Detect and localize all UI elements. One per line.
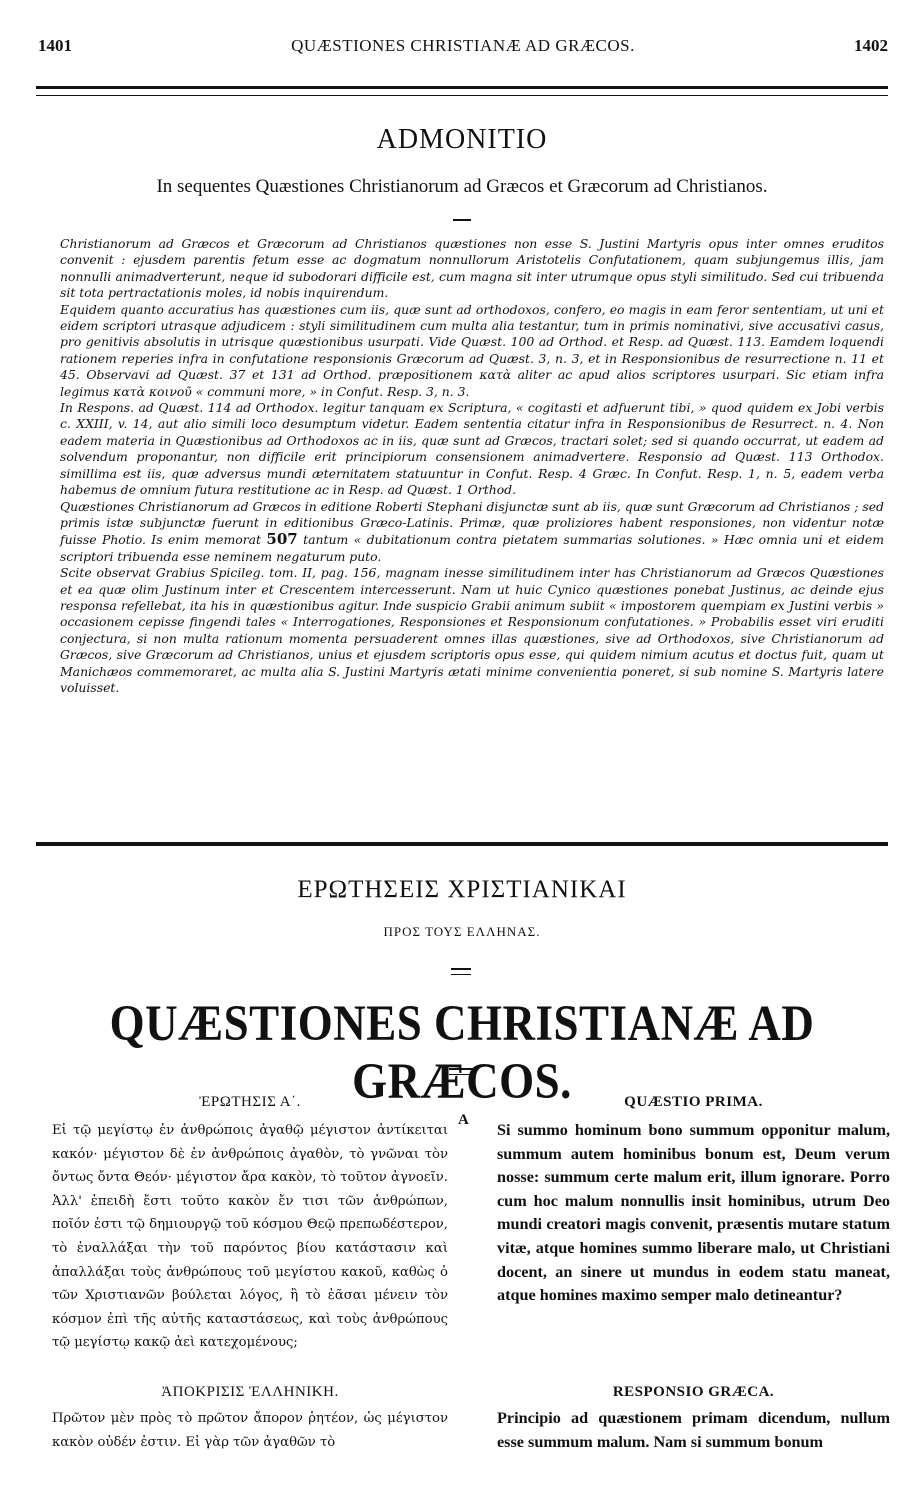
latin-question-label: QUÆSTIO PRIMA. — [624, 1094, 763, 1110]
margin-letter-a: A — [458, 1112, 469, 1128]
short-dash-divider — [453, 219, 471, 221]
greek-response-label: ἈΠΟΚΡΙΣΙΣ ἙΛΛΗΝΙΚΗ. — [161, 1384, 339, 1400]
greek-column-response — [52, 1384, 448, 1454]
ornament-divider — [451, 968, 471, 975]
greek-title: ΕΡΩΤΗΣΕΙΣ ΧΡΙΣΤΙΑΝΙΚΑΙ — [297, 876, 627, 903]
admonitio-paragraph-3: In Respons. ad Quæst. 114 ad Orthodox. legitur tanquam ex Scriptura, « cogitasti et adfuerunt tibi, » quod quidem ex Jobi verbis c. XXIII, v. 14, aut alio simili loco desumptum videtur. Eadem sententia citatur infra in Responsionibus de Resurrect. n. 4. Non eadem materia in Quæstionibus ad Orthodoxos ac in iis, quæ sunt ad Græcos, tractari solet; sed si quando occurrat, ut eadem ad solvendum proponantur, non difficile erit principiorum consensionem animadvertere. Responsio ad Quæst. 113 Orthodox. simillima est iis, quæ adversus mundi æternitatem statuuntur in Confut. Resp. 4 Græc. In Confut. Resp. 1, n. 5, eadem verba habemus de omnium futura restitutione ac in Resp. ad Quæst. 1 Orthod. — [60, 400, 884, 498]
paragraph-4-text-after: tantum « dubitationum contra pietatem summarias solutiones. » Hæc omnia uni et eidem scriptori tribuenda esse neminem negaturum puto. — [60, 532, 884, 564]
admonitio-title: ADMONITIO — [376, 124, 548, 155]
greek-response-text: Πρῶτον μὲν πρὸς τὸ πρῶτον ἄπορον ῥητέον, ὡς μέγιστον κακὸν οὐδέν ἐστιν. Εἰ γὰρ τῶν ἀγαθῶν τὸ — [52, 1411, 448, 1450]
admonitio-subtitle: In sequentes Quæstiones Christianorum ad Græcos et Græcorum ad Christianos. — [156, 176, 768, 197]
section-heavy-rule — [36, 842, 888, 846]
running-title: QUÆSTIONES CHRISTIANÆ AD GRÆCOS. — [291, 36, 635, 55]
page-number-left: 1401 — [38, 36, 72, 55]
latin-column-question — [497, 1094, 890, 1308]
latin-response-label: RESPONSIO GRÆCA. — [612, 1384, 775, 1400]
greek-question-label: ἘΡΩΤΗΣΙΣ Α΄. — [199, 1094, 301, 1110]
latin-column-response — [497, 1384, 890, 1454]
greek-column-question — [52, 1094, 448, 1355]
paragraph-4-text-before: Quæstiones Christianorum ad Græcos in editione Roberti Stephani disjunctæ sunt ab iis, quæ sunt Græcorum ad Christianos ; sed primis istæ subjunctæ fuerunt in editionibus Græco-Latinis. Primæ, quæ proliziores habent responsiones, non videntur notæ fuisse Photio. Is enim memorat — [60, 498, 884, 548]
admonitio-paragraph-4 — [60, 499, 884, 566]
latin-title: QUÆSTIONES CHRISTIANÆ AD GRÆCOS. — [109, 995, 815, 1110]
latin-question-text: Si summo hominum bono summum opponitur malum, summum autem hominibus bonum est, Deum verum nosse: summum certe malum erit, illum ignorare. Porro cum hoc malum nonnullis insit hominibus, utrum Deo mundi creatori magis convenit, præsentis mutare statum vitæ, atque homines summo liberare malo, ut Christiani docent, an sinere ut mundus in eodem statu maneat, atque homines maximo semper malo detineantur? — [497, 1121, 890, 1305]
admonitio-paragraph-5: Scite observat Grabius Spicileg. tom. II, pag. 156, magnam inesse similitudinem inter has Christianorum ad Græcos Quæstiones et ea quæ olim Justinum inter et Crescentem intercesserunt. Nam ut huic Cynico quæstiones ponebat Justinus, ac deinde ejus responsa refellebat, ita his in quæstionibus agitur. Inde suspicio Grabii animum subiit « impostorem quempiam ex Justini verbis » occasionem cepisse fingendi tales « Interrogationes, Responsiones et Responsionum confutationes. » Probabilis esset viri eruditi conjectura, si non multa rationum momenta persuaderent omnes illas quæstiones, sive ad Orthodoxos, sive Christianorum ad Græcos, sive Græcorum ad Christianos, unius et ejusdem scriptoris opus esse, qui quidem nimium acutus et doctus fuit, quam ut Manichæos commemoraret, ac multa alia S. Justini Martyris ætati minime convenientia poneret, si sub nomine S. Martyris latere voluisset. — [60, 565, 884, 695]
running-header — [38, 36, 888, 60]
admonitio-body — [60, 236, 884, 696]
page-number-right: 1402 — [854, 36, 888, 55]
ornament-divider-2 — [449, 1068, 473, 1075]
greek-subtitle: ΠΡΟΣ ΤΟΥΣ ΕΛΛΗΝΑΣ. — [383, 924, 541, 939]
greek-question-text: Εἰ τῷ μεγίστῳ ἐν ἀνθρώποις ἀγαθῷ μέγιστον ἀντίκειται κακόν· μέγιστον δὲ ἐν ἀνθρώποις ἀγαθὸν, τὸ γνῶναι τὸν ὄντως ὄντα Θεόν· μέγιστον ἄρα κακὸν, τὸ τοῦτον ἀγνοεῖν. Ἀλλ' ἐπειδὴ ἔστι τοῦτο κακὸν ἔν τισι τῶν ἀνθρώπων, ποῖόν ἐστι τῷ δημιουργῷ τοῦ κόσμου Θεῷ πρεπωδέστερον, τὸ ἐναλλάξαι τὴν τοῦ παρόντος βίου κατάστασιν καὶ ἀπαλλάξαι τοὺς ἀνθρώπους τοῦ μεγίστου κακοῦ, καθὼς ὁ τῶν Χριστιανῶν βούλεται λόγος, ἢ τὸ ἐᾶσαι μένειν τὸν κόσμον ἐπὶ τῆς αὐτῆς καταστάσεως, καὶ τοὺς ἀνθρώπους τῷ μεγίστῳ κακῷ ἀεὶ κατεχομένους; — [52, 1123, 448, 1351]
admonitio-paragraph-2: Equidem quanto accuratius has quæstiones cum iis, quæ sunt ad orthodoxos, confero, eo magis in eam feror sententiam, ut uni et eidem scriptori utrasque adjudicem : styli similitudinem cum multa alia testantur, tum in primis nominativi, sive accusativi casus, pro genitivis absolutis in utrisque quæstionibus usurpati. Vide Quæst. 100 ad Orthod. et Resp. ad Quæst. 113. Eamdem loquendi rationem reperies infra in confutatione responsionis Græcorum ad Quæst. 3, n. 3, et in Responsionibus de resurrectione n. 11 et 45. Observavi ad Quæst. 37 et 131 ad Orthod. præpositionem κατὰ aliter ac apud alios scriptores usurpari. Sic etiam infra legimus κατὰ κοινοῦ « communi more, » in Confut. Resp. 3, n. 3. — [60, 301, 884, 399]
latin-response-text: Principio ad quæstionem primam dicendum, nullum esse summum malum. Nam si summum bonum — [497, 1409, 890, 1451]
header-double-rule — [36, 86, 888, 96]
admonitio-paragraph-1: Christianorum ad Græcos et Græcorum ad Christianos quæstiones non esse S. Justini Martyris opus inter omnes eruditos convenit : ejusdem parentis fetum esse ac dogmatum nonnullorum Aristotelis Confutationem, quam subjungemus illis, jam nonnulli animadverterunt, neque id subodorari difficile est, cum magna sit inter utrumque opus styli similitudo. Sed cui tribuenda sit tota pertractationis moles, id nobis inquirendum. — [60, 236, 884, 301]
photius-count: 507 — [266, 530, 298, 549]
